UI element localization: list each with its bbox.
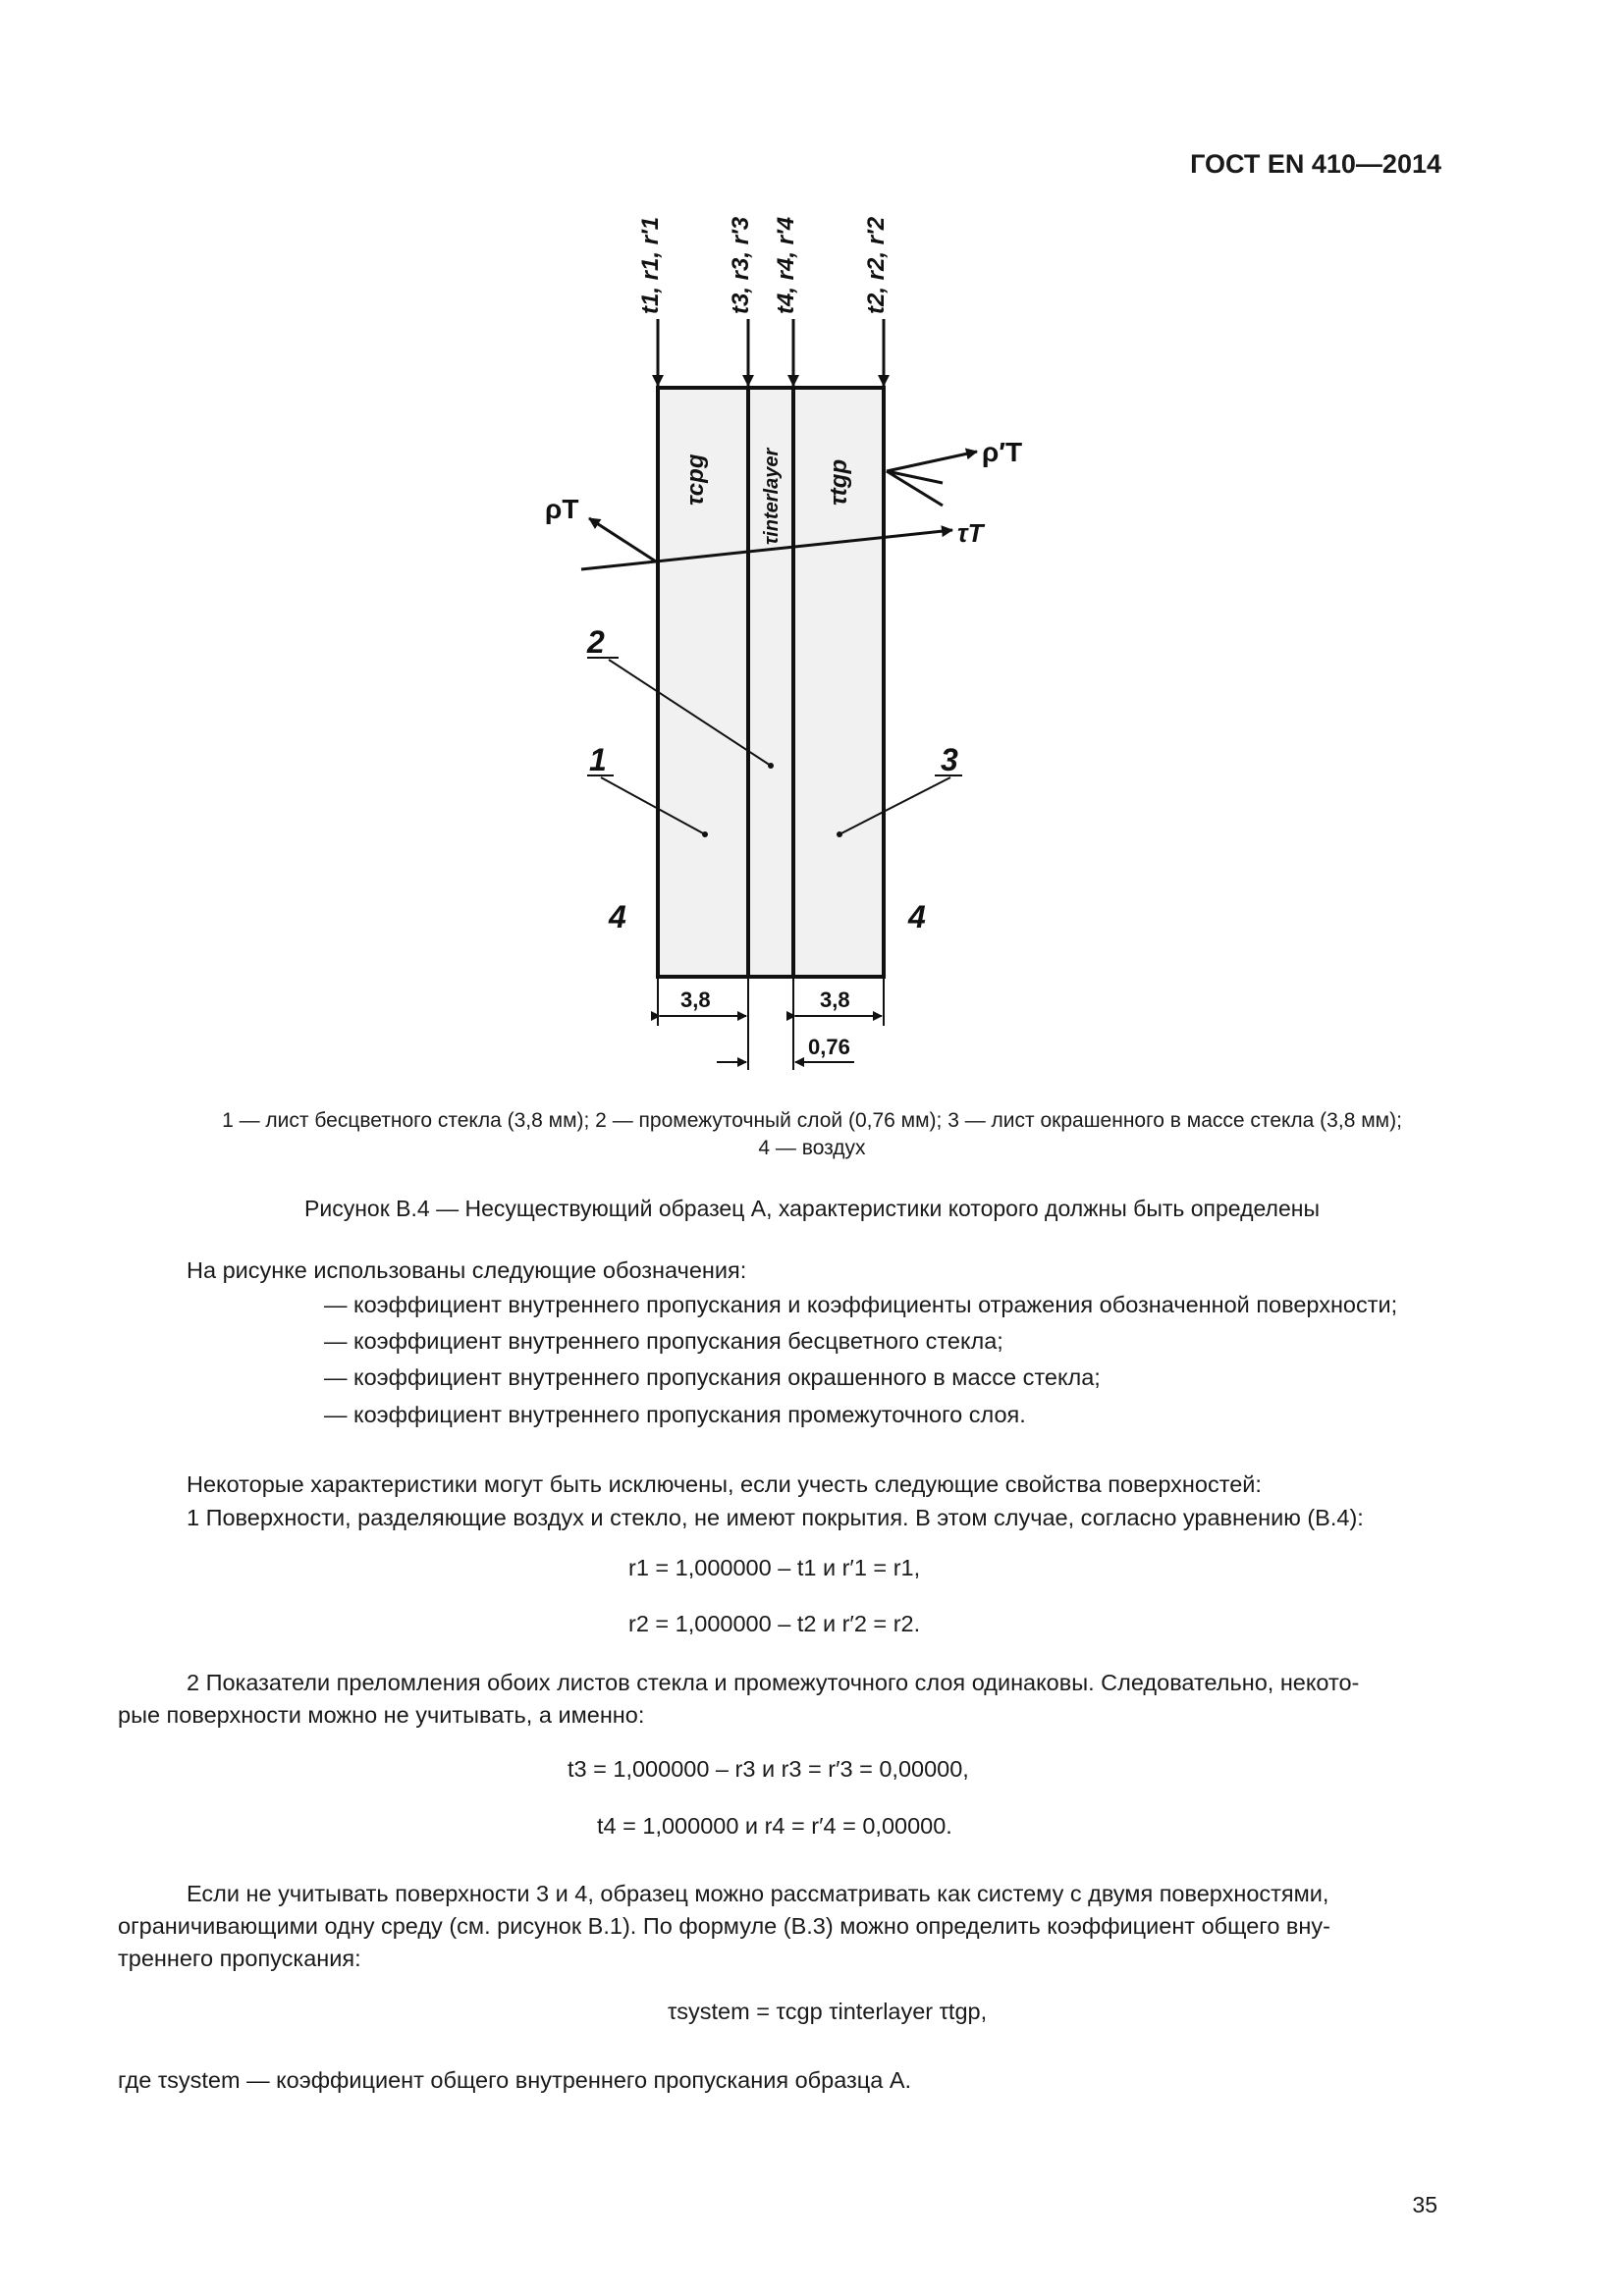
dimension-0-76: 0,76 [808, 1035, 850, 1059]
figure-caption: Рисунок В.4 — Несуществующий образец А, характеристики которого должны быть определены [304, 1196, 1320, 1221]
legend-line-1: 1 — лист бесцветного стекла (3,8 мм); 2 — промежуточный слой (0,76 мм); 3 — лист окрашенного в массе стекла (3,8 мм); [222, 1109, 1402, 1132]
label-surface-3: t3, r3, r′3 [728, 216, 754, 314]
callout-4-right: 4 [908, 899, 926, 934]
equation-t3: t3 = 1,000000 – r3 и r3 = r′3 = 0,00000, [568, 1756, 969, 1782]
callout-3: 3 [941, 742, 958, 777]
dimension-3-8-left: 3,8 [680, 988, 711, 1012]
symbol-desc: — коэффициент внутреннего пропускания окрашенного в массе стекла; [324, 1364, 1101, 1390]
dimension-3-8-right: 3,8 [820, 988, 850, 1012]
symbol-desc: — коэффициент внутреннего пропускания и коэффициенты отражения обозначенной поверхности; [324, 1292, 1398, 1317]
label-surface-4: t4, r4, r′4 [773, 216, 799, 314]
label-tau-cpg: τcpg [682, 454, 709, 506]
figure-b4-diagram [0, 0, 1624, 1090]
document-header: ГОСТ EN 410—2014 [1190, 149, 1441, 179]
figure-legend [118, 1107, 1506, 1162]
callout-4-left: 4 [609, 899, 626, 934]
label-tau-tgp: τtgp [826, 458, 852, 506]
paragraph-item-2-line-1: 2 Показатели преломления обоих листов стекла и промежуточного слоя одинаковы. Следовательно, некото- [187, 1670, 1360, 1695]
equation-r1: r1 = 1,000000 – t1 и r′1 = r1, [628, 1555, 921, 1580]
label-tau-interlayer: τinterlayer [761, 448, 783, 545]
paragraph-system-line-2: ограничивающими одну среду (см. рисунок В.1). По формуле (В.3) можно определить коэффициент общего вну- [118, 1913, 1330, 1939]
paragraph-where: где τsystem — коэффициент общего внутреннего пропускания образца А. [118, 2067, 912, 2093]
label-surface-2: t2, r2, r′2 [863, 216, 890, 314]
callout-2: 2 [587, 624, 605, 660]
equation-r2: r2 = 1,000000 – t2 и r′2 = r2. [628, 1611, 921, 1636]
equation-t4: t4 = 1,000000 и r4 = r′4 = 0,00000. [597, 1813, 952, 1839]
label-tau-t: τT [957, 518, 984, 548]
paragraph-item-2-line-2: рые поверхности можно не учитывать, а именно: [118, 1702, 645, 1728]
paragraph-exclude: Некоторые характеристики могут быть исключены, если учесть следующие свойства поверхностей: [187, 1471, 1262, 1497]
label-surface-1: t1, r1, r′1 [637, 216, 664, 314]
legend-line-2: 4 — воздух [758, 1137, 866, 1159]
ray-reflected-right-v [887, 471, 943, 506]
symbols-intro: На рисунке использованы следующие обозначения: [187, 1257, 747, 1283]
paragraph-system-line-3: треннего пропускания: [118, 1946, 361, 1971]
symbol-desc: — коэффициент внутреннего пропускания бесцветного стекла; [324, 1328, 1003, 1354]
ray-reflected-left [589, 518, 656, 561]
label-rho-t-prime: ρ′T [982, 437, 1023, 467]
callout-1: 1 [589, 742, 607, 777]
paragraph-system-line-1: Если не учитывать поверхности 3 и 4, образец можно рассматривать как систему с двумя поверхностями, [187, 1881, 1329, 1906]
ray-reflected-right [887, 452, 977, 471]
symbol-desc: — коэффициент внутреннего пропускания промежуточного слоя. [324, 1402, 1026, 1427]
equation-tau-system: τsystem = τcgp τinterlayer τtgp, [668, 1999, 988, 2024]
paragraph-item-1: 1 Поверхности, разделяющие воздух и стекло, не имеют покрытия. В этом случае, согласно уравнению (В.4): [187, 1505, 1364, 1530]
page-number: 35 [1412, 2192, 1437, 2217]
label-rho-t: ρT [545, 494, 579, 524]
